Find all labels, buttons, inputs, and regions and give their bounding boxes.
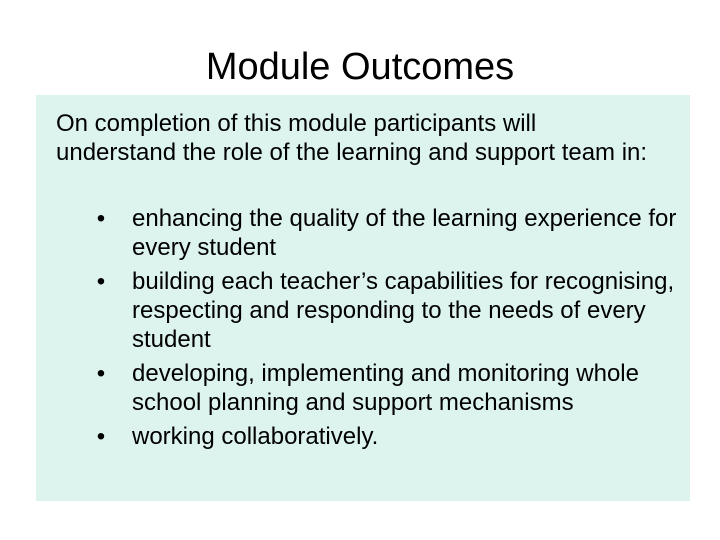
list-item: [36, 422, 690, 451]
list-item-text: building each teacher’s capabilities for recognising, respecting and responding to the needs of every student: [132, 268, 675, 353]
list-item: [36, 204, 690, 262]
bullet-icon: •: [96, 423, 106, 450]
list-item-text: working collaboratively.: [132, 423, 379, 450]
list-item: [36, 267, 690, 354]
intro-text: On completion of this module participants will understand the role of the learning and support team in:: [56, 110, 648, 166]
bullet-icon: •: [96, 205, 106, 232]
list-item-text: developing, implementing and monitoring whole school planning and support mechanisms: [132, 360, 639, 416]
list-item: [36, 359, 690, 417]
slide-title: Module Outcomes: [205, 46, 515, 88]
list-item-text: enhancing the quality of the learning experience for every student: [132, 205, 677, 261]
outcomes-list: [36, 204, 690, 456]
content-box: [36, 95, 690, 501]
bullet-icon: •: [96, 360, 106, 387]
bullet-icon: •: [96, 268, 106, 295]
